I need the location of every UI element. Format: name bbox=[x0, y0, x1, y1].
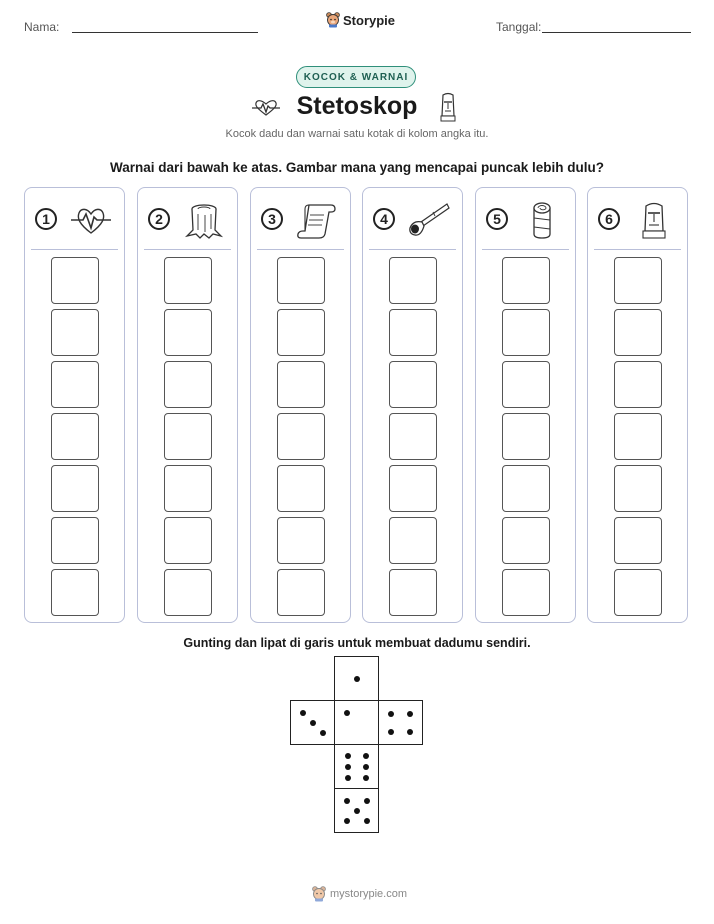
dice-face-1[interactable] bbox=[334, 656, 379, 701]
color-box[interactable] bbox=[389, 569, 437, 616]
dice-face-6[interactable] bbox=[334, 744, 379, 789]
color-box[interactable] bbox=[614, 361, 662, 408]
dice-pip bbox=[300, 710, 306, 716]
color-box[interactable] bbox=[277, 257, 325, 304]
dice-pip bbox=[320, 730, 326, 736]
dice-pip bbox=[310, 720, 316, 726]
scroll-icon bbox=[295, 200, 339, 240]
color-box[interactable] bbox=[389, 465, 437, 512]
color-box[interactable] bbox=[277, 413, 325, 460]
column-2 bbox=[137, 187, 238, 623]
column-divider bbox=[482, 249, 569, 250]
color-box[interactable] bbox=[51, 569, 99, 616]
color-box[interactable] bbox=[51, 413, 99, 460]
color-box[interactable] bbox=[502, 413, 550, 460]
color-box[interactable] bbox=[51, 257, 99, 304]
color-box[interactable] bbox=[277, 465, 325, 512]
color-box[interactable] bbox=[614, 413, 662, 460]
column-divider bbox=[257, 249, 344, 250]
color-box[interactable] bbox=[164, 309, 212, 356]
name-label: Nama: bbox=[24, 20, 60, 34]
dice-face-5[interactable] bbox=[334, 788, 379, 833]
dice-pip bbox=[363, 753, 369, 759]
date-label: Tanggal: bbox=[496, 20, 542, 34]
dice-pip bbox=[363, 775, 369, 781]
moai-statue-icon bbox=[438, 92, 458, 122]
dice-pip bbox=[388, 729, 394, 735]
column-divider bbox=[369, 249, 456, 250]
column-number: 1 bbox=[35, 208, 57, 230]
dice-pip bbox=[407, 729, 413, 735]
color-box[interactable] bbox=[277, 569, 325, 616]
color-box[interactable] bbox=[277, 361, 325, 408]
column-number: 2 bbox=[148, 208, 170, 230]
dice-pip bbox=[344, 818, 350, 824]
color-box[interactable] bbox=[164, 569, 212, 616]
color-box[interactable] bbox=[164, 465, 212, 512]
color-box[interactable] bbox=[277, 517, 325, 564]
dice-pip bbox=[345, 753, 351, 759]
color-box[interactable] bbox=[502, 309, 550, 356]
color-box[interactable] bbox=[614, 569, 662, 616]
footer bbox=[312, 886, 407, 902]
dice-pip bbox=[344, 798, 350, 804]
tree-stump-icon bbox=[182, 200, 226, 240]
cut-instruction: Gunting dan lipat di garis untuk membuat dadumu sendiri. bbox=[183, 636, 531, 650]
column-divider bbox=[144, 249, 231, 250]
bear-logo-icon bbox=[312, 886, 326, 902]
color-box[interactable] bbox=[389, 517, 437, 564]
color-box[interactable] bbox=[51, 517, 99, 564]
color-box[interactable] bbox=[164, 517, 212, 564]
dice-pip bbox=[363, 764, 369, 770]
column-number: 3 bbox=[261, 208, 283, 230]
subtitle: Kocok dadu dan warnai satu kotak di kolom angka itu. bbox=[225, 128, 489, 140]
dice-pip bbox=[354, 676, 360, 682]
page-title: Stetoskop bbox=[296, 92, 418, 120]
horn-icon bbox=[407, 200, 451, 240]
color-box[interactable] bbox=[51, 361, 99, 408]
color-box[interactable] bbox=[164, 413, 212, 460]
dice-face-4[interactable] bbox=[378, 700, 423, 745]
dice-pip bbox=[364, 818, 370, 824]
column-5 bbox=[475, 187, 576, 623]
instruction: Warnai dari bawah ke atas. Gambar mana yang mencapai puncak lebih dulu? bbox=[110, 160, 604, 175]
date-line[interactable] bbox=[542, 32, 691, 33]
color-box[interactable] bbox=[614, 309, 662, 356]
dice-pip bbox=[388, 711, 394, 717]
color-box[interactable] bbox=[614, 465, 662, 512]
color-box[interactable] bbox=[164, 257, 212, 304]
column-6 bbox=[587, 187, 688, 623]
color-box[interactable] bbox=[502, 257, 550, 304]
column-1 bbox=[24, 187, 125, 623]
column-divider bbox=[594, 249, 681, 250]
paper-roll-icon bbox=[520, 200, 564, 240]
color-box[interactable] bbox=[502, 569, 550, 616]
footer-url[interactable]: mystorypie.com bbox=[330, 888, 408, 900]
title-row bbox=[0, 90, 714, 126]
dice-face-center[interactable] bbox=[334, 700, 379, 745]
color-box[interactable] bbox=[51, 465, 99, 512]
color-box[interactable] bbox=[389, 309, 437, 356]
dice-pip bbox=[344, 710, 350, 716]
column-number: 4 bbox=[373, 208, 395, 230]
dice-pip bbox=[354, 808, 360, 814]
column-divider bbox=[31, 249, 118, 250]
heartbeat-icon bbox=[69, 200, 113, 240]
dice-pip bbox=[345, 764, 351, 770]
color-box[interactable] bbox=[502, 361, 550, 408]
color-box[interactable] bbox=[51, 309, 99, 356]
activity-badge: KOCOK & WARNAI bbox=[296, 66, 416, 88]
color-box[interactable] bbox=[389, 257, 437, 304]
color-box[interactable] bbox=[614, 257, 662, 304]
column-number: 6 bbox=[598, 208, 620, 230]
dice-pip bbox=[364, 798, 370, 804]
dice-pip bbox=[407, 711, 413, 717]
moai-statue-icon bbox=[632, 200, 676, 240]
color-box[interactable] bbox=[614, 517, 662, 564]
name-line[interactable] bbox=[72, 32, 258, 33]
brand bbox=[326, 12, 395, 28]
color-box[interactable] bbox=[502, 517, 550, 564]
dice-pip bbox=[345, 775, 351, 781]
color-box[interactable] bbox=[389, 361, 437, 408]
brand-name: Storypie bbox=[343, 12, 396, 28]
color-box[interactable] bbox=[502, 465, 550, 512]
bear-logo-icon bbox=[326, 12, 340, 28]
color-box[interactable] bbox=[277, 309, 325, 356]
column-number: 5 bbox=[486, 208, 508, 230]
column-3 bbox=[250, 187, 351, 623]
color-box[interactable] bbox=[389, 413, 437, 460]
color-box[interactable] bbox=[164, 361, 212, 408]
dice-face-3[interactable] bbox=[290, 700, 335, 745]
column-4 bbox=[362, 187, 463, 623]
